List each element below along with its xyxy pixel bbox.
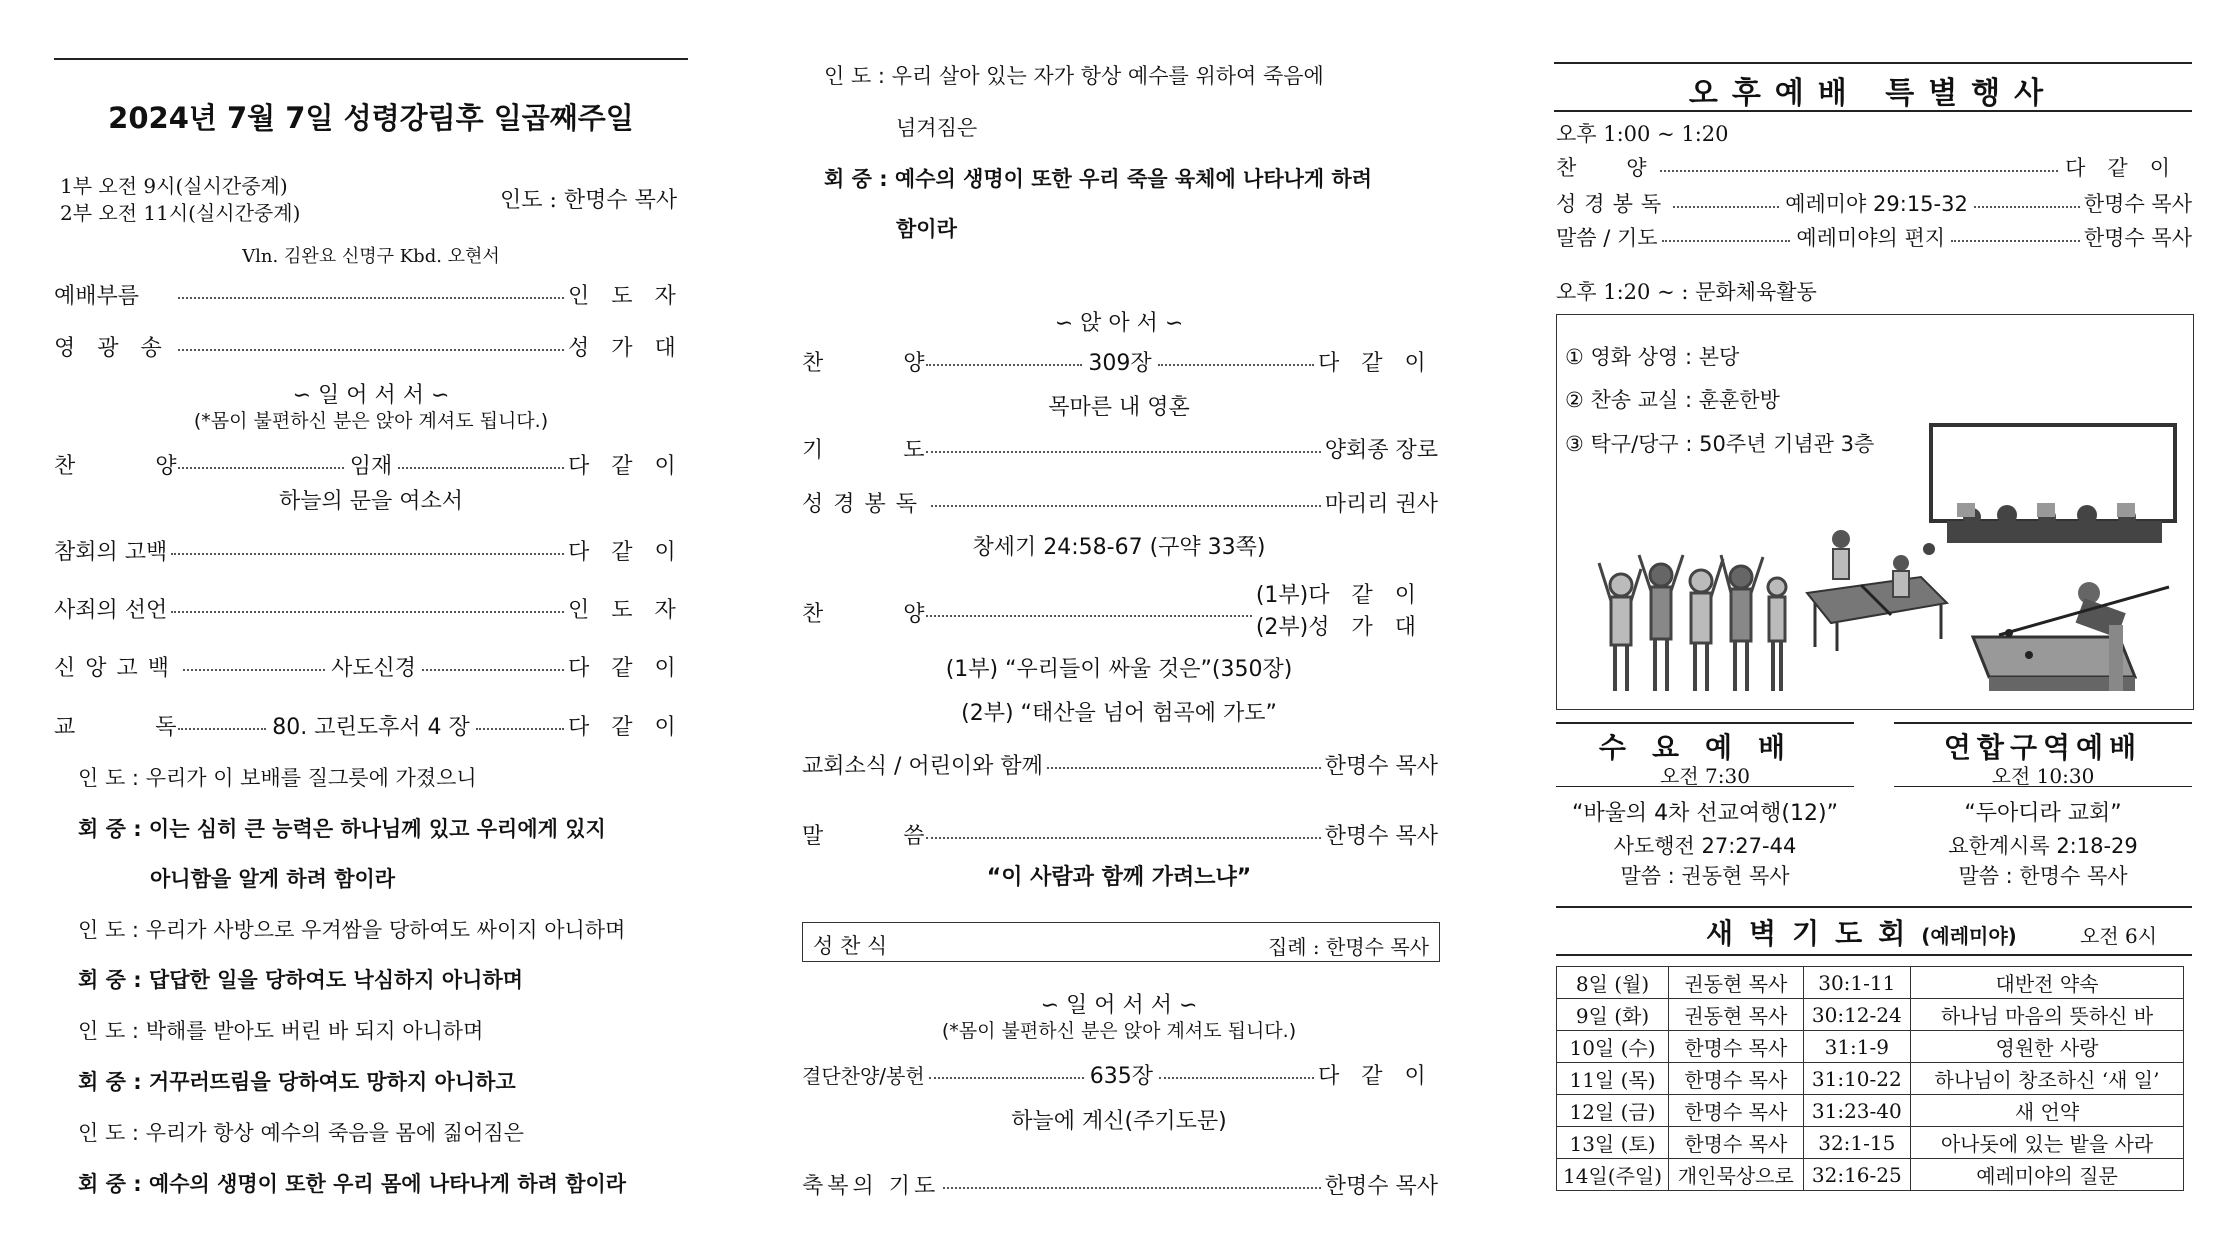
table-tennis-illustration (1801, 523, 1951, 653)
dawn-header (1706, 912, 2017, 952)
value: 인도자 (568, 283, 698, 309)
topic: 영원한 사랑 (1911, 1031, 2184, 1063)
communion-label: 성 찬 식 (813, 934, 888, 958)
label: 축복의 기도 (802, 1173, 940, 1199)
communion-officiant: 집례 : 한명수 목사 (1267, 935, 1429, 959)
reading-ref: 80. 고린도후서 4 장 (272, 714, 470, 740)
service-1-time: 1부 오전 9시(실시간중계) (60, 174, 288, 198)
reading-line (78, 1015, 483, 1045)
leader: 인도 : 한명수 목사 (500, 188, 678, 213)
reading-text: 이는 심히 큰 능력은 하나님께 있고 우리에게 있지 (148, 817, 606, 841)
reading-line (824, 163, 1372, 193)
service-tag: (2부) (1255, 615, 1309, 640)
value: 다같이 (568, 453, 698, 479)
value: 다같이 (2065, 156, 2192, 180)
cheering-people-illustration (1591, 535, 1791, 697)
label: 신앙고백 (54, 655, 180, 681)
reading-text: 예수의 생명이 또한 우리 몸에 나타나게 하려 함이라 (148, 1172, 627, 1196)
label: 찬양 (802, 350, 1005, 376)
preacher: 권동현 목사 (1669, 967, 1804, 999)
table-row (1557, 1063, 2184, 1095)
anthem (802, 580, 1438, 644)
hymn-title: 목마른 내 영혼 (1048, 395, 1190, 420)
glory-song (54, 330, 698, 362)
topic: 하나님이 창조하신 ‘새 일’ (1911, 1063, 2184, 1095)
reading-line (150, 863, 395, 893)
preacher: 한명수 목사 (1669, 1031, 1804, 1063)
page-title: 2024년 7월 7일 성령강림후 일곱째주일 (108, 101, 634, 135)
communion-box (802, 922, 1440, 962)
topic: 예레미야의 질문 (1911, 1159, 2184, 1191)
label: 성경봉독 (802, 491, 928, 517)
passage: 31:23-40 (1803, 1095, 1910, 1127)
district-rule (1894, 722, 2192, 724)
label: 교독 (54, 714, 257, 740)
reading-line (824, 60, 1324, 90)
topic: 하나님 마음의 뜻하신 바 (1911, 999, 2184, 1031)
musicians: Vln. 김완요 신명구 Kbd. 오현서 (242, 246, 500, 267)
reader: 회 중 : (78, 1070, 142, 1094)
value: 한명수 목사 (1324, 753, 1438, 779)
value: 인도자 (568, 597, 698, 623)
reading-text: 거꾸러뜨림을 당하여도 망하지 아니하고 (148, 1070, 516, 1094)
dawn-subtitle: (예레미야) (1921, 924, 2017, 948)
district-time: 오전 10:30 (1991, 764, 2095, 788)
hymn-number: 309장 (1088, 350, 1152, 376)
district-title: 연합구역예배 (1943, 731, 2143, 764)
passage: 31:10-22 (1803, 1063, 1910, 1095)
reader: 회 중 : (78, 817, 142, 841)
hymn (54, 448, 698, 480)
anthem-service-2: (2부) “태산을 넘어 험곡에 가도” (961, 701, 1277, 726)
label: 말씀 / 기도 (1556, 226, 1658, 250)
wednesday-title: 수요예배 (1598, 731, 1812, 764)
dawn-title: 새벽기도회 (1706, 917, 1922, 950)
label: 기도 (802, 437, 1005, 463)
dawn-top-rule (1556, 906, 2192, 908)
reading-text: 아니함을 알게 하려 함이라 (150, 867, 396, 891)
reader: 인 도 : (78, 1121, 139, 1145)
service-tag: (1부) (1255, 583, 1309, 608)
afternoon-sermon (1556, 222, 2192, 252)
hymn-number: 635장 (1089, 1063, 1153, 1089)
activity-movie: ① 영화 상영 : 본당 (1565, 345, 1740, 369)
activity-hymn-class: ② 찬송 교실 : 훈훈한방 (1565, 388, 1780, 412)
label: 찬양 (802, 601, 1005, 627)
topic: 아나돗에 있는 밭을 사라 (1911, 1127, 2184, 1159)
district-preacher: 말씀 : 한명수 목사 (1958, 864, 2128, 888)
time-slot-1: 오후 1:00 ~ 1:20 (1556, 122, 1729, 146)
billiards-illustration (1969, 573, 2179, 699)
value: 한명수 목사 (1324, 1173, 1438, 1199)
dedication (802, 1058, 1448, 1090)
reading-text: 우리가 사방으로 우겨쌈을 당하여도 싸이지 아니하며 (145, 918, 626, 942)
sit-title: ∽ 앉 아 서 ∽ (1054, 311, 1184, 336)
label: 영광송 (54, 335, 184, 361)
reader: 회 중 : (824, 167, 888, 191)
topic: 대반전 약속 (1911, 967, 2184, 999)
value: 다같이 (1318, 1063, 1448, 1089)
cinema-illustration (1927, 421, 2179, 547)
afternoon-hymn (1556, 152, 2192, 182)
service-2-time: 2부 오전 11시(실시간중계) (60, 201, 301, 225)
day: 11일 (목) (1557, 1063, 1669, 1095)
reader: 회 중 : (78, 968, 142, 992)
wednesday-time: 오전 7:30 (1660, 764, 1750, 788)
table-row (1557, 967, 2184, 999)
creed-name: 사도신경 (331, 655, 417, 681)
stand-note: (*몸이 불편하신 분은 앉아 계셔도 됩니다.) (193, 410, 549, 432)
reading-line (78, 914, 625, 944)
reader: 인 도 : (824, 64, 885, 88)
label: 찬양 (1556, 156, 1697, 180)
prayer (802, 432, 1438, 464)
value: 한명수 목사 (2083, 226, 2192, 250)
label: 예배부름 (54, 283, 140, 309)
value: 다같이 (1308, 583, 1438, 608)
creed (54, 650, 698, 682)
reader: 회 중 : (78, 1172, 142, 1196)
table-row (1557, 1095, 2184, 1127)
absolution (54, 592, 698, 624)
sermon-title: 예레미야의 편지 (1796, 226, 1946, 250)
topic: 새 언약 (1911, 1095, 2184, 1127)
reading-text: 우리 살아 있는 자가 항상 예수를 위하여 죽음에 (891, 64, 1324, 88)
anthem-choirs (1256, 580, 1438, 644)
sermon-title: “이 사람과 함께 가려느냐” (986, 865, 1252, 890)
table-row (1557, 1031, 2184, 1063)
reading-line (78, 762, 477, 792)
value: 성가대 (1308, 615, 1438, 640)
scripture-ref: 창세기 24:58-67 (구약 33쪽) (972, 535, 1266, 560)
reading-text: 박해를 받아도 버린 바 되지 아니하며 (145, 1019, 484, 1043)
reading-line (896, 112, 977, 142)
hymn (802, 345, 1448, 377)
hymn-name: 임재 (349, 453, 393, 479)
value: 다같이 (568, 539, 698, 565)
reading-text: 예수의 생명이 또한 우리 죽을 육체에 나타나게 하려 (894, 167, 1373, 191)
passage: 31:1-9 (1803, 1031, 1910, 1063)
responsive-reading (54, 709, 698, 741)
afternoon-scripture (1556, 188, 2192, 218)
passage: 32:1-15 (1803, 1127, 1910, 1159)
dawn-time: 오전 6시 (2080, 924, 2158, 948)
label: 말씀 (802, 823, 1005, 849)
reader: 인 도 : (78, 1019, 139, 1043)
reader: 인 도 : (78, 766, 139, 790)
reading-text: 함이라 (896, 217, 957, 241)
preacher: 개인묵상으로 (1669, 1159, 1804, 1191)
reading-line (78, 964, 523, 994)
anthem-service-1: (1부) “우리들이 싸울 것은”(350장) (945, 657, 1293, 682)
passage: 32:16-25 (1803, 1159, 1910, 1191)
repentance (54, 534, 698, 566)
stand-title: ∽ 일 어 서 서 ∽ (1040, 993, 1198, 1018)
wednesday-rule (1556, 722, 1854, 724)
day: 10일 (수) (1557, 1031, 1669, 1063)
reading-line (78, 1117, 524, 1147)
label: 성경봉독 (1556, 192, 1670, 216)
value: 다같이 (568, 714, 698, 740)
value: 다같이 (1318, 350, 1448, 376)
preacher: 한명수 목사 (1669, 1063, 1804, 1095)
reading-text: 우리가 이 보배를 질그릇에 가졌으니 (145, 766, 477, 790)
events-rule (1554, 110, 2192, 112)
wednesday-ref: 사도행전 27:27-44 (1613, 834, 1797, 858)
dawn-schedule-table (1556, 966, 2184, 1191)
wednesday-preacher: 말씀 : 권동현 목사 (1620, 864, 1790, 888)
events-top-rule (1554, 62, 2192, 64)
day: 13일 (토) (1557, 1127, 1669, 1159)
reader: 인 도 : (78, 918, 139, 942)
stand-title: ∽ 일 어 서 서 ∽ (292, 383, 450, 408)
label: 참회의 고백 (54, 539, 168, 565)
preacher: 권동현 목사 (1669, 999, 1804, 1031)
dedication-title: 하늘에 계신(주기도문) (1011, 1109, 1227, 1134)
top-rule (54, 58, 688, 60)
activity-table-tennis: ③ 탁구/당구 : 50주년 기념관 3층 (1565, 432, 1875, 456)
wednesday-divider (1556, 786, 1854, 787)
reading-line (78, 813, 606, 843)
benediction (802, 1168, 1438, 1200)
day: 8일 (월) (1557, 967, 1669, 999)
dawn-rule (1556, 954, 2192, 956)
value: 한명수 목사 (2083, 192, 2192, 216)
reading-line (78, 1066, 516, 1096)
reading-line (78, 1168, 626, 1198)
district-sermon: “두아디라 교회” (1964, 801, 2122, 826)
stand-note: (*몸이 불편하신 분은 앉아 계셔도 됩니다.) (941, 1020, 1297, 1042)
table-row (1557, 999, 2184, 1031)
district-ref: 요한계시록 2:18-29 (1948, 834, 2138, 858)
label: 찬양 (54, 453, 257, 479)
passage: 30:1-11 (1803, 967, 1910, 999)
call-to-worship (54, 278, 698, 310)
district-divider (1894, 786, 2192, 787)
passage: 30:12-24 (1803, 999, 1910, 1031)
value: 마리리 권사 (1324, 491, 1438, 517)
value: 다같이 (568, 655, 698, 681)
scripture-ref: 예레미야 29:15-32 (1785, 192, 1968, 216)
church-news (802, 748, 1438, 780)
label: 사죄의 선언 (54, 597, 168, 623)
value: 성가대 (568, 335, 698, 361)
wednesday-sermon: “바울의 4차 선교여행(12)” (1572, 801, 1838, 826)
activities-box (1556, 314, 2194, 710)
reading-text: 넘겨짐은 (896, 116, 978, 140)
table-row (1557, 1127, 2184, 1159)
day: 12일 (금) (1557, 1095, 1669, 1127)
day: 14일(주일) (1557, 1159, 1669, 1191)
label: 결단찬양/봉헌 (802, 1063, 925, 1088)
reading-text: 우리가 항상 예수의 죽음을 몸에 짊어짐은 (145, 1121, 524, 1145)
sermon (802, 818, 1438, 850)
table-row (1557, 1159, 2184, 1191)
time-slot-2: 오후 1:20 ~ : 문화체육활동 (1556, 280, 1817, 304)
label: 교회소식 / 어린이와 함께 (802, 753, 1043, 779)
day: 9일 (화) (1557, 999, 1669, 1031)
hymn-title: 하늘의 문을 여소서 (278, 489, 463, 514)
value: 양회종 장로 (1324, 437, 1438, 463)
scripture (802, 486, 1438, 518)
events-title: 오후예배 특별행사 (1688, 76, 2058, 111)
reading-text: 답답한 일을 당하여도 낙심하지 아니하며 (148, 968, 524, 992)
value: 한명수 목사 (1324, 823, 1438, 849)
preacher: 한명수 목사 (1669, 1095, 1804, 1127)
preacher: 한명수 목사 (1669, 1127, 1804, 1159)
reading-line (896, 213, 957, 243)
